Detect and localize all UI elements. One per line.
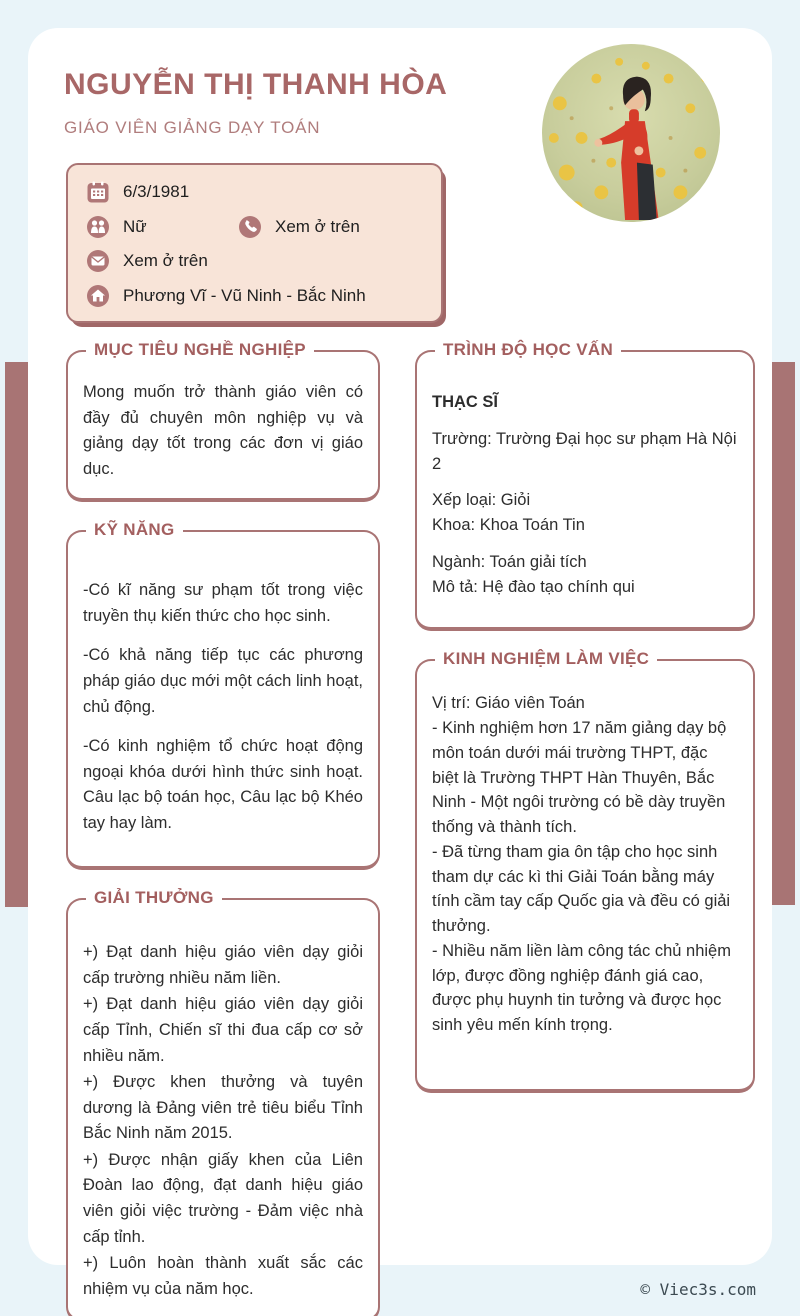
education-description: Mô tả: Hệ đào tạo chính qui xyxy=(432,577,635,596)
education-grade: Xếp loại: Giỏi xyxy=(432,491,531,510)
education-faculty: Khoa: Khoa Toán Tin xyxy=(432,516,585,534)
content-columns xyxy=(66,340,755,1316)
section-skills xyxy=(66,520,380,870)
contact-row-birthday xyxy=(86,177,423,207)
section-awards xyxy=(66,888,380,1316)
section-objective-title: MỤC TIÊU NGHỀ NGHIỆP xyxy=(86,340,314,360)
phone-value: Xem ở trên xyxy=(275,216,360,236)
award-item: +) Được nhận giấy khen của Liên Đoàn lao động, đạt danh hiệu giáo viên giỏi việc trường - Đảm việc nhà cấp tỉnh. xyxy=(83,1150,363,1246)
award-item: +) Đạt danh hiệu giáo viên dạy giỏi cấp Tỉnh, Chiến sĩ thi đua cấp cơ sở nhiều năm. xyxy=(83,995,363,1065)
contact-row-gender-phone xyxy=(86,212,423,242)
phone-icon xyxy=(238,215,262,239)
gender-icon xyxy=(86,215,110,239)
education-grade-faculty xyxy=(432,488,738,538)
section-experience-title: KINH NGHIỆM LÀM VIỆC xyxy=(435,649,657,669)
skill-item: -Có kĩ năng sư phạm tốt trong việc truyền thụ kiến thức cho học sinh. xyxy=(83,581,363,625)
contact-row-email xyxy=(86,246,423,276)
profile-photo-illustration xyxy=(542,44,720,222)
education-school: Trường: Trường Đại học sư phạm Hà Nội 2 xyxy=(432,429,737,473)
section-experience xyxy=(415,649,755,1093)
education-degree: THẠC SĨ xyxy=(432,393,498,411)
birthday-value: 6/3/1981 xyxy=(123,182,190,201)
email-value: Xem ở trên xyxy=(123,251,208,271)
address-value: Phương Vĩ - Vũ Ninh - Bắc Ninh xyxy=(123,285,366,305)
section-education-title: TRÌNH ĐỘ HỌC VẤN xyxy=(435,340,621,360)
profile-photo xyxy=(542,44,720,222)
education-major: Ngành: Toán giải tích xyxy=(432,552,587,571)
right-column xyxy=(415,340,755,1093)
job-title: GIÁO VIÊN GIẢNG DẠY TOÁN xyxy=(64,118,321,137)
email-icon xyxy=(86,249,110,273)
experience-position: Vị trí: Giáo viên Toán xyxy=(432,694,585,713)
contact-info-box xyxy=(66,163,443,323)
contact-row-address xyxy=(86,281,423,311)
section-education xyxy=(415,340,755,631)
site-credit: © Viec3s.com xyxy=(640,1280,756,1299)
left-accent-bar xyxy=(5,362,28,907)
award-item: +) Luôn hoàn thành xuất sắc các nhiệm vụ của năm học. xyxy=(83,1254,363,1298)
experience-item: - Kinh nghiệm hơn 17 năm giảng dạy bộ môn toán dưới mái trường THPT, đặc biệt là Trường THPT Hàn Thuyên, Bắc Ninh - Một ngôi trường có bề dày truyền thống và thành tích. xyxy=(432,719,727,836)
section-skills-title: KỸ NĂNG xyxy=(86,520,183,540)
skill-item: -Có khả năng tiếp tục các phương pháp giáo dục mới một cách linh hoạt, chủ động. xyxy=(83,646,363,716)
section-awards-title: GIẢI THƯỞNG xyxy=(86,888,222,908)
skill-item: -Có kinh nghiệm tổ chức hoạt động ngoại khóa dưới hình thức sinh hoạt. Câu lạc bộ toán học, Câu lạc bộ Khéo tay hay làm. xyxy=(83,737,363,832)
left-column xyxy=(66,340,380,1316)
award-item: +) Được khen thưởng và tuyên dương là Đảng viên trẻ tiêu biểu Tỉnh Bắc Ninh năm 2015. xyxy=(83,1073,363,1143)
award-item: +) Đạt danh hiệu giáo viên dạy giỏi cấp trường nhiều năm liền. xyxy=(83,943,363,987)
home-icon xyxy=(86,284,110,308)
section-objective xyxy=(66,340,380,502)
education-major-desc xyxy=(432,550,738,600)
person-name: NGUYỄN THỊ THANH HÒA xyxy=(64,68,448,101)
experience-item: - Đã từng tham gia ôn tập cho học sinh tham dự các kì thi Giải Toán bằng máy tính cầm tay cấp Quốc gia và đều có giải thưởng. xyxy=(432,842,731,935)
gender-value: Nữ xyxy=(123,216,147,236)
objective-body: Mong muốn trở thành giáo viên có đầy đủ chuyên môn nghiệp vụ và giảng dạy tốt trong các đơn vị giáo dục. xyxy=(83,383,363,478)
right-accent-bar xyxy=(772,362,795,905)
experience-item: - Nhiều năm liền làm công tác chủ nhiệm lớp, được đồng nghiệp đánh giá cao, được phụ huynh tin tưởng và được học sinh yêu mến kính trọng. xyxy=(432,941,731,1034)
calendar-icon xyxy=(86,180,110,204)
